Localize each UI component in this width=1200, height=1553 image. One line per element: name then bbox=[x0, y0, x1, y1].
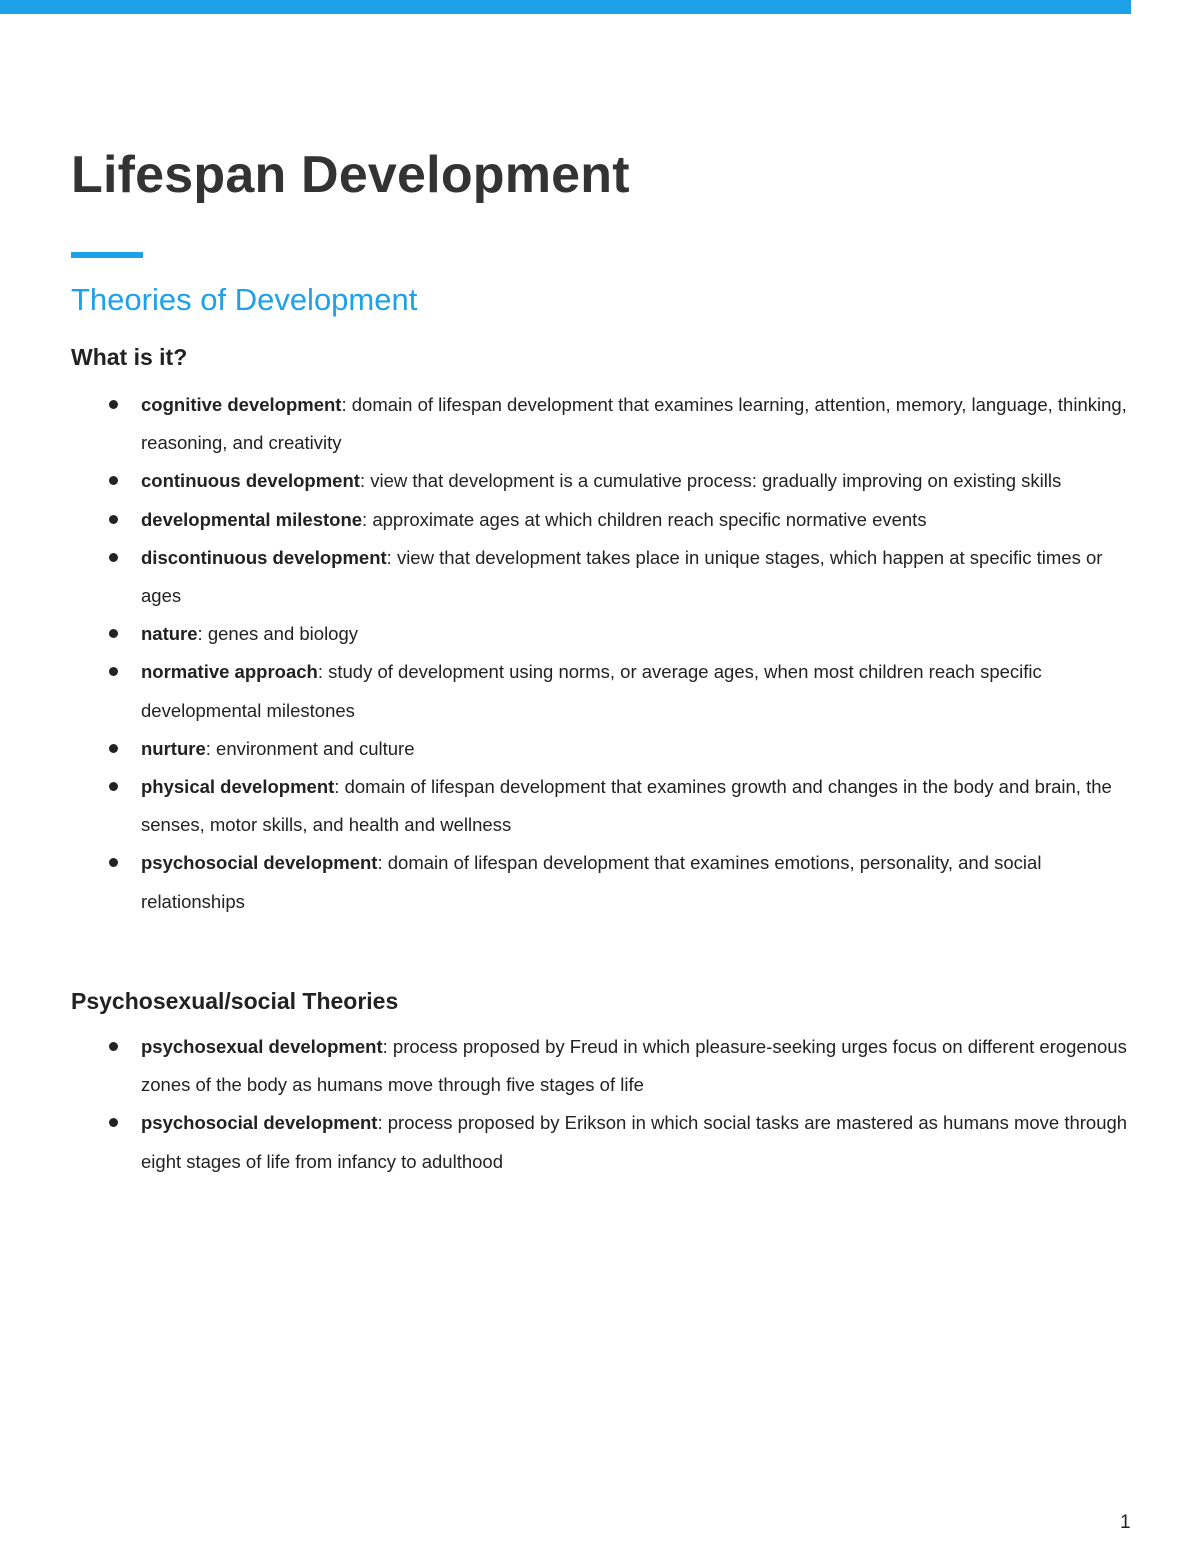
definition: : view that development takes place in unique stages, which happen at specific times or ages bbox=[141, 546, 1103, 607]
list-item bbox=[71, 768, 1131, 844]
definition: : domain of lifespan development that examines growth and changes in the body and brain, the senses, motor skills, and health and wellness bbox=[141, 776, 1112, 836]
term: psychosocial development bbox=[141, 852, 378, 874]
bullet-icon bbox=[109, 476, 118, 485]
title-underline-rule bbox=[71, 252, 143, 258]
list-item bbox=[71, 653, 1131, 729]
list-item bbox=[71, 501, 1131, 539]
term: continuous development bbox=[141, 470, 360, 492]
document-title: Lifespan Development bbox=[71, 146, 630, 204]
psychosexual-social-heading: Psychosexual/social Theories bbox=[71, 988, 399, 1014]
term: physical development bbox=[141, 776, 335, 798]
bullet-icon bbox=[109, 667, 118, 676]
definition: : domain of lifespan development that examines emotions, personality, and social relationships bbox=[141, 852, 1042, 912]
page-number: 1 bbox=[1120, 1512, 1131, 1533]
definition: : domain of lifespan development that examines learning, attention, memory, language, thinking, reasoning, and creativity bbox=[141, 394, 1127, 454]
list-item bbox=[71, 462, 1131, 500]
what-is-it-heading: What is it? bbox=[71, 344, 188, 370]
definition: : approximate ages at which children reach specific normative events bbox=[362, 508, 927, 530]
term: developmental milestone bbox=[141, 508, 363, 530]
bullet-icon bbox=[109, 782, 118, 791]
bullet-icon bbox=[109, 629, 118, 638]
term: psychosexual development bbox=[141, 1036, 383, 1057]
term: cognitive development bbox=[141, 394, 342, 415]
bullet-icon bbox=[109, 515, 118, 524]
definition: : environment and culture bbox=[205, 737, 415, 759]
bullet-icon bbox=[109, 553, 118, 562]
list-item bbox=[71, 539, 1131, 615]
definition: : process proposed by Freud in which pleasure-seeking urges focus on different erogenous zones of the body as humans move through five stages of life bbox=[141, 1036, 1127, 1096]
bullet-icon bbox=[109, 744, 118, 753]
bullet-icon bbox=[109, 1118, 118, 1127]
section-heading: Theories of Development bbox=[71, 282, 418, 317]
definition: : genes and biology bbox=[197, 623, 359, 645]
list-item bbox=[71, 615, 1131, 653]
definition: : view that development is a cumulative process: gradually improving on existing skills bbox=[359, 470, 1062, 492]
top-accent-bar bbox=[0, 0, 1131, 14]
bullet-icon bbox=[109, 858, 118, 867]
term: normative approach bbox=[141, 661, 318, 683]
bullet-icon bbox=[109, 400, 118, 409]
list-item bbox=[71, 386, 1131, 462]
definition: : process proposed by Erikson in which social tasks are mastered as humans move through eight stages of life from infancy to adulthood bbox=[141, 1112, 1128, 1172]
definition: : study of development using norms, or average ages, when most children reach specific developmental milestones bbox=[141, 661, 1042, 721]
list-item bbox=[71, 730, 1131, 768]
term: nurture bbox=[141, 737, 206, 759]
term: nature bbox=[141, 623, 198, 645]
term: psychosocial development bbox=[141, 1112, 378, 1134]
what-is-it-list bbox=[71, 386, 1131, 921]
psychosexual-social-list bbox=[71, 1028, 1131, 1181]
term: discontinuous development bbox=[141, 546, 387, 568]
list-item bbox=[71, 1104, 1131, 1180]
list-item bbox=[71, 844, 1131, 920]
list-item bbox=[71, 1028, 1131, 1104]
bullet-icon bbox=[109, 1042, 118, 1051]
